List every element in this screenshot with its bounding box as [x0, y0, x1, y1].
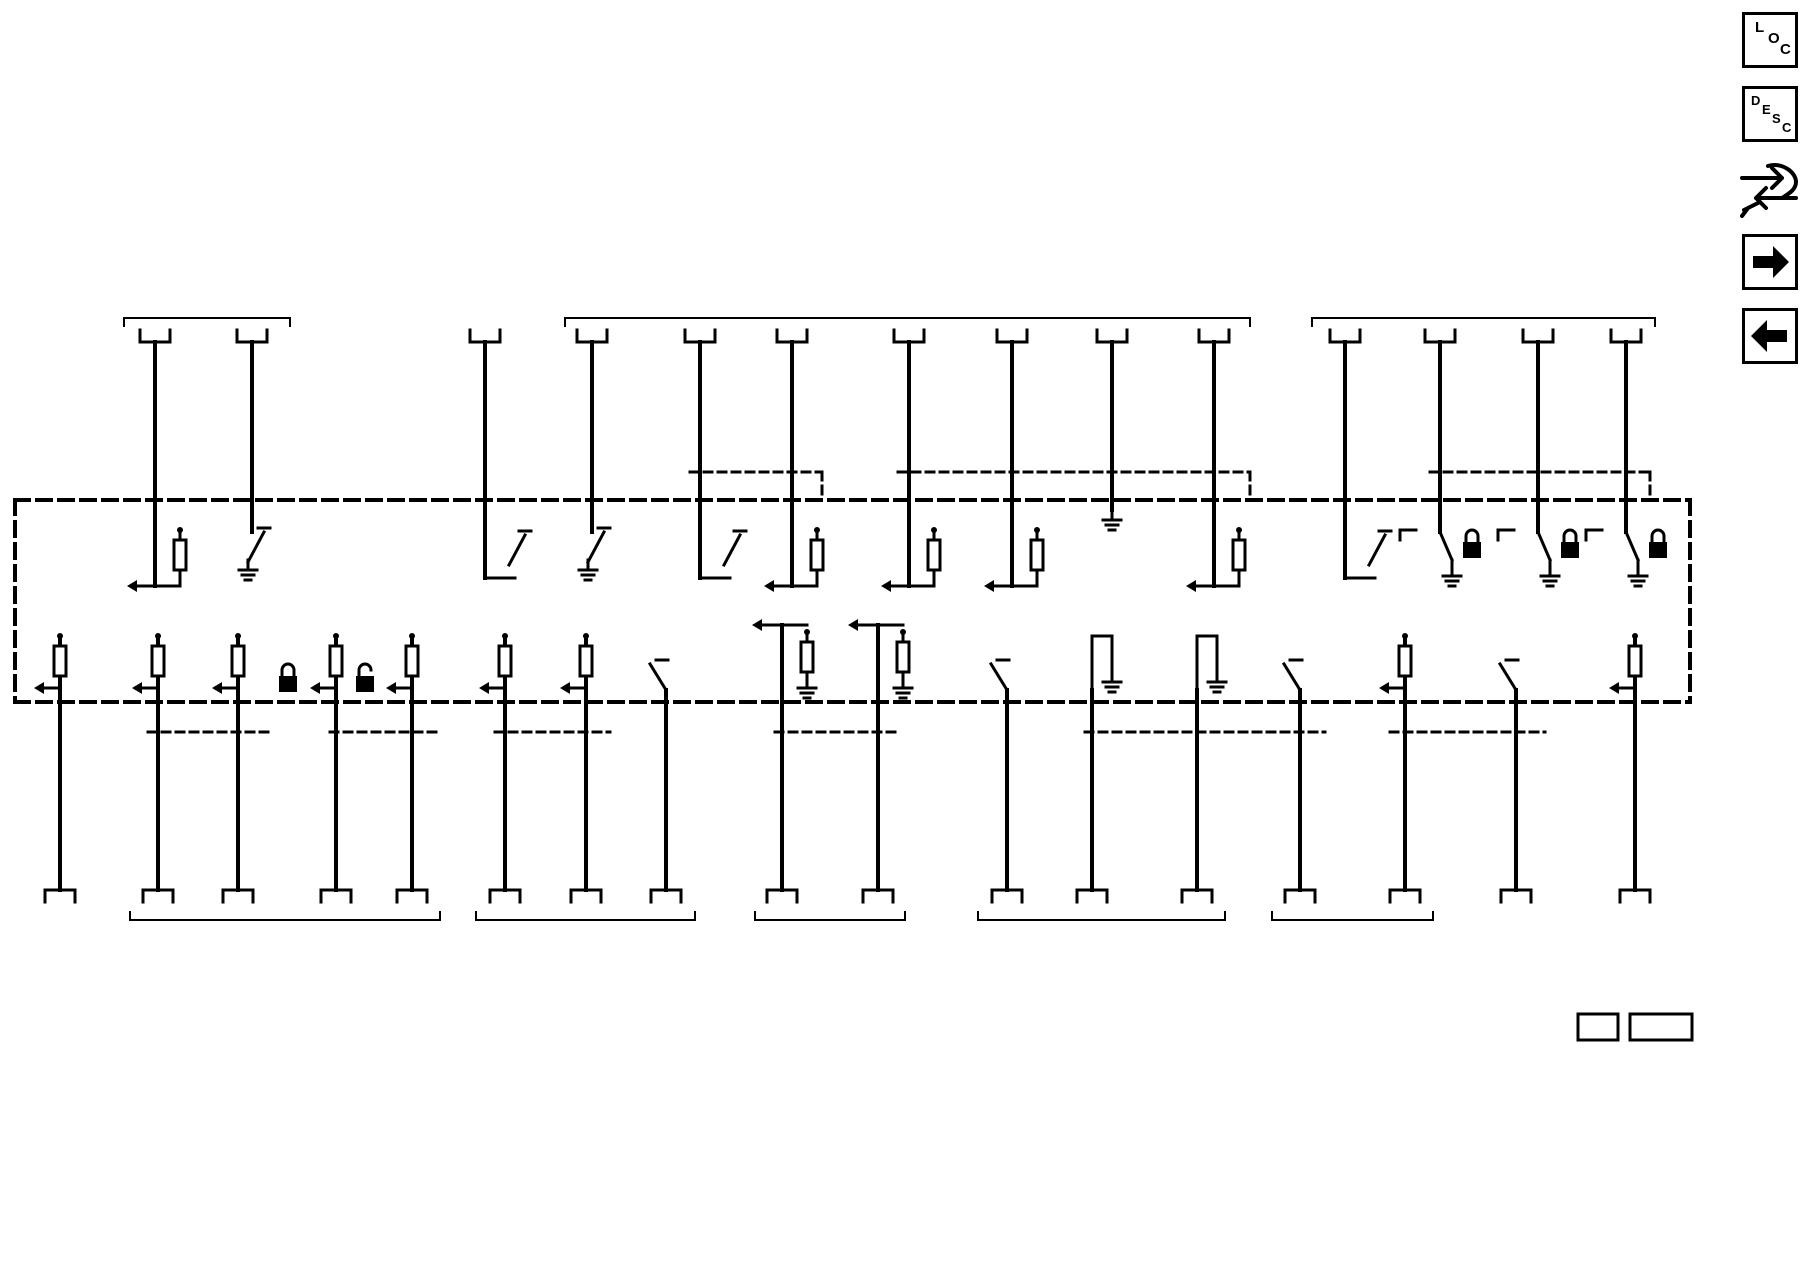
lock-icon — [1463, 542, 1481, 558]
resistor — [1399, 646, 1411, 676]
lock-shackle — [1564, 530, 1576, 542]
connector-service-button[interactable] — [1738, 158, 1800, 220]
lock-shackle — [359, 664, 371, 676]
resistor-dot — [814, 527, 820, 533]
resistor-dot — [1034, 527, 1040, 533]
resistor-dot — [333, 633, 339, 639]
arrow-left-icon — [479, 682, 489, 694]
lock-contact — [1586, 530, 1602, 540]
resistor — [152, 646, 164, 676]
resistor-dot — [409, 633, 415, 639]
resistor-dot — [1632, 633, 1638, 639]
lock-contact — [1400, 530, 1416, 540]
arrow-left-icon — [1745, 311, 1795, 361]
switch-blade — [588, 532, 604, 562]
arrow-right-icon — [1745, 237, 1795, 287]
resistor — [1629, 646, 1641, 676]
bottom-group-brace — [476, 912, 695, 920]
lock-shackle — [282, 664, 294, 676]
option-code-box — [1578, 1014, 1618, 1040]
arrow-left-icon — [881, 580, 891, 592]
resistor — [330, 646, 342, 676]
desc-letter-d: D — [1751, 93, 1761, 108]
switch-blade — [248, 532, 264, 562]
arrow-left-icon — [984, 580, 994, 592]
bottom-group-brace — [978, 912, 1225, 920]
arrow-left-icon — [127, 580, 137, 592]
arrow-left-icon — [212, 682, 222, 694]
resistor — [897, 642, 909, 672]
resistor-dot — [155, 633, 161, 639]
top-group-brace — [565, 318, 1250, 326]
resistor-dot — [931, 527, 937, 533]
bottom-group-brace — [755, 912, 905, 920]
loc-letter-c: C — [1780, 41, 1791, 58]
lock-icon — [1561, 542, 1579, 558]
arrow-left-icon — [132, 682, 142, 694]
resistor-dot — [1236, 527, 1242, 533]
diagram-structure — [15, 318, 1692, 1040]
resistor-dot — [1402, 633, 1408, 639]
resistor — [499, 646, 511, 676]
resistor — [406, 646, 418, 676]
arrow-left-icon — [848, 619, 858, 631]
resistor — [1233, 540, 1245, 570]
switch-blade — [1440, 532, 1452, 560]
resistor — [174, 540, 186, 570]
switch-blade — [1500, 664, 1516, 690]
arrow-left-icon — [1609, 682, 1619, 694]
resistor-dot — [502, 633, 508, 639]
arrow-left-icon — [310, 682, 320, 694]
arrow-left-icon — [386, 682, 396, 694]
previous-page-button[interactable] — [1742, 308, 1798, 364]
top-group-brace — [124, 318, 290, 326]
resistor — [801, 642, 813, 672]
bottom-group-brace — [130, 912, 440, 920]
lock-icon — [1649, 542, 1667, 558]
description-button[interactable] — [1742, 86, 1798, 142]
resistor-dot — [57, 633, 63, 639]
resistor-dot — [235, 633, 241, 639]
resistor — [54, 646, 66, 676]
arrow-left-icon — [34, 682, 44, 694]
arrow-left-icon — [752, 619, 762, 631]
resistor-dot — [804, 629, 810, 635]
connector-wrench-icon — [1738, 158, 1800, 220]
switch-blade — [650, 664, 666, 690]
desc-letter-e: E — [1762, 102, 1771, 117]
switch-blade — [991, 664, 1007, 690]
resistor — [232, 646, 244, 676]
loc-letter-l: L — [1755, 19, 1765, 36]
loc-letter-o: O — [1768, 30, 1780, 47]
desc-letter-s: S — [1772, 111, 1781, 126]
resistor — [580, 646, 592, 676]
desc-letter-c: C — [1782, 120, 1792, 135]
bottom-group-brace — [1272, 912, 1433, 920]
option-code-box — [1630, 1014, 1692, 1040]
resistor-dot — [583, 633, 589, 639]
lock-contact — [1498, 530, 1514, 540]
lock-shackle — [1466, 530, 1478, 542]
resistor — [811, 540, 823, 570]
switch-blade — [1538, 532, 1550, 560]
resistor-dot — [177, 527, 183, 533]
resistor — [1031, 540, 1043, 570]
arrow-left-icon — [764, 580, 774, 592]
lock-icon — [279, 676, 297, 692]
location-button[interactable] — [1742, 12, 1798, 68]
switch-blade — [1284, 664, 1300, 690]
switch-blade — [1369, 535, 1385, 565]
arrow-left-icon — [1379, 682, 1389, 694]
switch-blade — [724, 535, 740, 565]
switch-blade — [1626, 532, 1638, 560]
switch-blade — [509, 535, 525, 565]
top-group-brace — [1312, 318, 1655, 326]
resistor — [928, 540, 940, 570]
arrow-left-icon — [560, 682, 570, 694]
next-page-button[interactable] — [1742, 234, 1798, 290]
resistor-dot — [900, 629, 906, 635]
arrow-left-icon — [1186, 580, 1196, 592]
lock-icon — [356, 676, 374, 692]
lock-shackle — [1652, 530, 1664, 542]
